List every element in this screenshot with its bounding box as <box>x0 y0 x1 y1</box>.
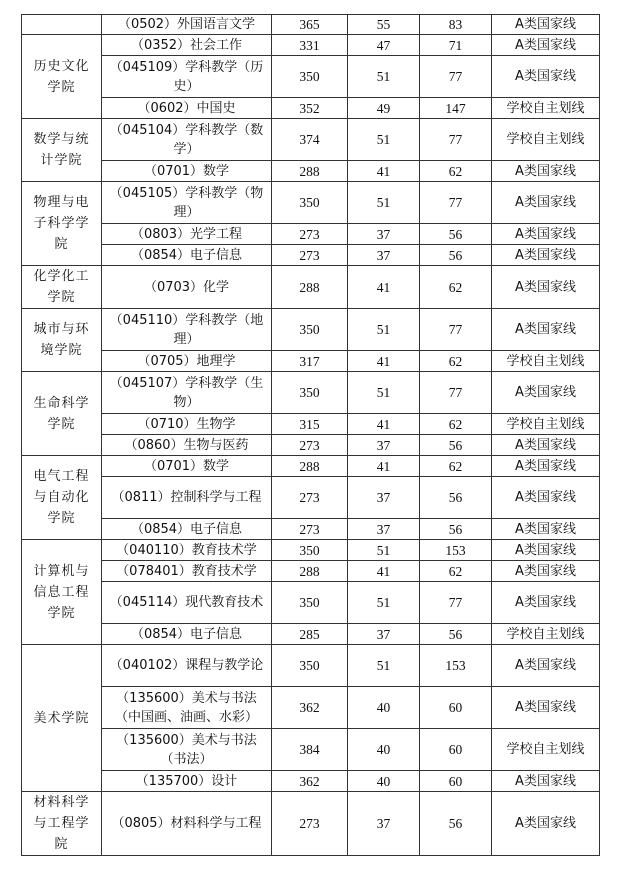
college-cell: 计算机与信息工程学院 <box>22 540 102 645</box>
major-cell: （0803）光学工程 <box>102 224 272 245</box>
single-subject-100-cell: 37 <box>348 792 420 856</box>
line-type-cell: A类国家线 <box>492 645 600 687</box>
major-cell: （0701）数学 <box>102 456 272 477</box>
line-type-cell: A类国家线 <box>492 519 600 540</box>
line-type-cell: 学校自主划线 <box>492 98 600 119</box>
major-cell: （135600）美术与书法（书法） <box>102 729 272 771</box>
single-subject-100-cell: 37 <box>348 224 420 245</box>
major-cell: （045104）学科教学（数学） <box>102 119 272 161</box>
single-subject-150-cell: 77 <box>420 119 492 161</box>
line-type-cell: 学校自主划线 <box>492 414 600 435</box>
total-score-cell: 350 <box>272 540 348 561</box>
line-type-cell: A类国家线 <box>492 456 600 477</box>
college-cell: 数学与统计学院 <box>22 119 102 182</box>
line-type-cell: A类国家线 <box>492 372 600 414</box>
line-type-cell: A类国家线 <box>492 35 600 56</box>
single-subject-100-cell: 47 <box>348 35 420 56</box>
table-row <box>22 119 600 161</box>
major-cell: （0710）生物学 <box>102 414 272 435</box>
table-row <box>22 435 600 456</box>
college-cell: 材料科学与工程学院 <box>22 792 102 856</box>
line-type-cell: 学校自主划线 <box>492 729 600 771</box>
table-row <box>22 414 600 435</box>
major-cell: （0854）电子信息 <box>102 245 272 266</box>
line-type-cell: A类国家线 <box>492 561 600 582</box>
table-row <box>22 582 600 624</box>
single-subject-150-cell: 83 <box>420 15 492 35</box>
total-score-cell: 362 <box>272 771 348 792</box>
single-subject-100-cell: 37 <box>348 435 420 456</box>
single-subject-100-cell: 37 <box>348 477 420 519</box>
table-row <box>22 456 600 477</box>
single-subject-150-cell: 56 <box>420 519 492 540</box>
single-subject-150-cell: 56 <box>420 792 492 856</box>
major-cell: （045114）现代教育技术 <box>102 582 272 624</box>
table-row <box>22 561 600 582</box>
major-cell: （0701）数学 <box>102 161 272 182</box>
college-cell: 城市与环境学院 <box>22 309 102 372</box>
single-subject-150-cell: 56 <box>420 624 492 645</box>
single-subject-150-cell: 77 <box>420 582 492 624</box>
total-score-cell: 273 <box>272 477 348 519</box>
single-subject-100-cell: 41 <box>348 351 420 372</box>
single-subject-150-cell: 62 <box>420 561 492 582</box>
major-cell: （0352）社会工作 <box>102 35 272 56</box>
college-cell: 化学化工学院 <box>22 266 102 309</box>
line-type-cell: A类国家线 <box>492 540 600 561</box>
single-subject-150-cell: 60 <box>420 729 492 771</box>
single-subject-100-cell: 37 <box>348 245 420 266</box>
total-score-cell: 350 <box>272 309 348 351</box>
total-score-cell: 352 <box>272 98 348 119</box>
single-subject-150-cell: 60 <box>420 771 492 792</box>
single-subject-100-cell: 51 <box>348 540 420 561</box>
single-subject-150-cell: 62 <box>420 414 492 435</box>
single-subject-150-cell: 77 <box>420 309 492 351</box>
total-score-cell: 315 <box>272 414 348 435</box>
single-subject-100-cell: 41 <box>348 266 420 309</box>
single-subject-100-cell: 37 <box>348 519 420 540</box>
single-subject-150-cell: 56 <box>420 435 492 456</box>
single-subject-150-cell: 62 <box>420 456 492 477</box>
line-type-cell: A类国家线 <box>492 687 600 729</box>
table-row <box>22 792 600 856</box>
table-row <box>22 161 600 182</box>
major-cell: （045107）学科教学（生物） <box>102 372 272 414</box>
major-cell: （0854）电子信息 <box>102 624 272 645</box>
single-subject-150-cell: 153 <box>420 645 492 687</box>
single-subject-150-cell: 62 <box>420 351 492 372</box>
total-score-cell: 331 <box>272 35 348 56</box>
total-score-cell: 365 <box>272 15 348 35</box>
major-cell: （045109）学科教学（历史） <box>102 56 272 98</box>
single-subject-100-cell: 55 <box>348 15 420 35</box>
total-score-cell: 288 <box>272 561 348 582</box>
college-cell: 物理与电子科学学院 <box>22 182 102 266</box>
table-row <box>22 351 600 372</box>
major-cell: （0703）化学 <box>102 266 272 309</box>
single-subject-150-cell: 147 <box>420 98 492 119</box>
table-row <box>22 687 600 729</box>
line-type-cell: A类国家线 <box>492 56 600 98</box>
college-cell <box>22 15 102 35</box>
single-subject-150-cell: 62 <box>420 266 492 309</box>
single-subject-100-cell: 49 <box>348 98 420 119</box>
college-cell: 电气工程与自动化学院 <box>22 456 102 540</box>
line-type-cell: A类国家线 <box>492 224 600 245</box>
table-row <box>22 372 600 414</box>
major-cell: （078401）教育技术学 <box>102 561 272 582</box>
total-score-cell: 350 <box>272 372 348 414</box>
single-subject-100-cell: 40 <box>348 729 420 771</box>
single-subject-150-cell: 77 <box>420 56 492 98</box>
major-cell: （135700）设计 <box>102 771 272 792</box>
major-cell: （045110）学科教学（地理） <box>102 309 272 351</box>
score-table <box>21 14 600 856</box>
table-row <box>22 729 600 771</box>
table-row <box>22 519 600 540</box>
major-cell: （0705）地理学 <box>102 351 272 372</box>
total-score-cell: 288 <box>272 266 348 309</box>
total-score-cell: 374 <box>272 119 348 161</box>
line-type-cell: A类国家线 <box>492 182 600 224</box>
single-subject-150-cell: 60 <box>420 687 492 729</box>
college-cell: 历史文化学院 <box>22 35 102 119</box>
line-type-cell: A类国家线 <box>492 266 600 309</box>
total-score-cell: 350 <box>272 582 348 624</box>
single-subject-100-cell: 41 <box>348 456 420 477</box>
line-type-cell: A类国家线 <box>492 15 600 35</box>
single-subject-150-cell: 62 <box>420 161 492 182</box>
single-subject-100-cell: 40 <box>348 771 420 792</box>
table-row <box>22 477 600 519</box>
table-row <box>22 245 600 266</box>
table-row <box>22 771 600 792</box>
single-subject-150-cell: 56 <box>420 477 492 519</box>
single-subject-100-cell: 51 <box>348 645 420 687</box>
line-type-cell: A类国家线 <box>492 771 600 792</box>
single-subject-100-cell: 51 <box>348 119 420 161</box>
single-subject-150-cell: 56 <box>420 224 492 245</box>
total-score-cell: 288 <box>272 161 348 182</box>
single-subject-150-cell: 77 <box>420 372 492 414</box>
single-subject-100-cell: 40 <box>348 687 420 729</box>
line-type-cell: A类国家线 <box>492 245 600 266</box>
line-type-cell: A类国家线 <box>492 161 600 182</box>
single-subject-150-cell: 71 <box>420 35 492 56</box>
total-score-cell: 384 <box>272 729 348 771</box>
major-cell: （0860）生物与医药 <box>102 435 272 456</box>
table-row <box>22 645 600 687</box>
table-row <box>22 266 600 309</box>
total-score-cell: 273 <box>272 792 348 856</box>
single-subject-100-cell: 41 <box>348 414 420 435</box>
table-row <box>22 98 600 119</box>
line-type-cell: A类国家线 <box>492 582 600 624</box>
line-type-cell: A类国家线 <box>492 477 600 519</box>
total-score-cell: 273 <box>272 224 348 245</box>
line-type-cell: A类国家线 <box>492 792 600 856</box>
line-type-cell: 学校自主划线 <box>492 119 600 161</box>
table-row <box>22 624 600 645</box>
major-cell: （045105）学科教学（物理） <box>102 182 272 224</box>
total-score-cell: 273 <box>272 245 348 266</box>
total-score-cell: 350 <box>272 182 348 224</box>
single-subject-100-cell: 51 <box>348 56 420 98</box>
line-type-cell: A类国家线 <box>492 435 600 456</box>
total-score-cell: 362 <box>272 687 348 729</box>
table-row <box>22 15 600 35</box>
major-cell: （135600）美术与书法（中国画、油画、水彩） <box>102 687 272 729</box>
table-row <box>22 309 600 351</box>
table-row <box>22 182 600 224</box>
single-subject-100-cell: 37 <box>348 624 420 645</box>
single-subject-150-cell: 153 <box>420 540 492 561</box>
major-cell: （0602）中国史 <box>102 98 272 119</box>
line-type-cell: 学校自主划线 <box>492 351 600 372</box>
line-type-cell: A类国家线 <box>492 309 600 351</box>
line-type-cell: 学校自主划线 <box>492 624 600 645</box>
table-row <box>22 35 600 56</box>
single-subject-100-cell: 41 <box>348 561 420 582</box>
major-cell: （040110）教育技术学 <box>102 540 272 561</box>
total-score-cell: 317 <box>272 351 348 372</box>
table-row <box>22 540 600 561</box>
single-subject-100-cell: 51 <box>348 182 420 224</box>
table-row <box>22 56 600 98</box>
total-score-cell: 350 <box>272 56 348 98</box>
college-cell: 美术学院 <box>22 645 102 792</box>
table-row <box>22 224 600 245</box>
major-cell: （040102）课程与教学论 <box>102 645 272 687</box>
major-cell: （0805）材料科学与工程 <box>102 792 272 856</box>
single-subject-100-cell: 51 <box>348 309 420 351</box>
total-score-cell: 273 <box>272 519 348 540</box>
total-score-cell: 273 <box>272 435 348 456</box>
table-body <box>22 15 600 856</box>
total-score-cell: 285 <box>272 624 348 645</box>
single-subject-100-cell: 51 <box>348 372 420 414</box>
college-cell: 生命科学学院 <box>22 372 102 456</box>
total-score-cell: 350 <box>272 645 348 687</box>
single-subject-100-cell: 51 <box>348 582 420 624</box>
major-cell: （0854）电子信息 <box>102 519 272 540</box>
single-subject-150-cell: 77 <box>420 182 492 224</box>
major-cell: （0811）控制科学与工程 <box>102 477 272 519</box>
major-cell: （0502）外国语言文学 <box>102 15 272 35</box>
single-subject-150-cell: 56 <box>420 245 492 266</box>
total-score-cell: 288 <box>272 456 348 477</box>
single-subject-100-cell: 41 <box>348 161 420 182</box>
